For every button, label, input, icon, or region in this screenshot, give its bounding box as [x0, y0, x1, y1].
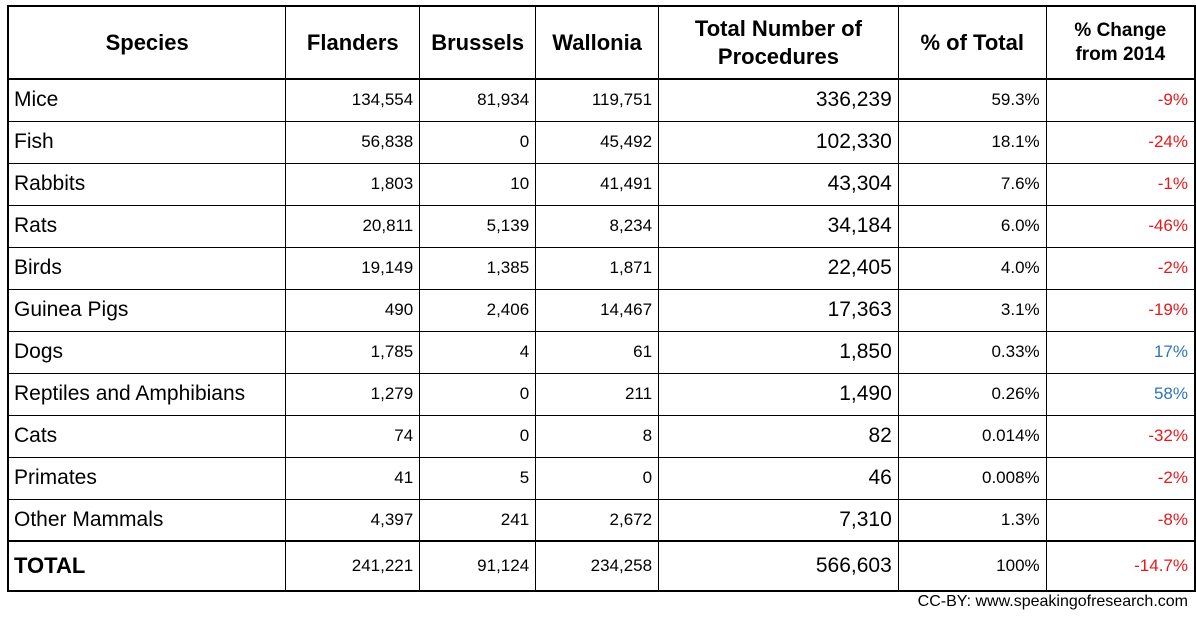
pct-total-cell: 3.1% — [898, 289, 1046, 331]
species-cell: Reptiles and Amphibians — [8, 373, 286, 415]
wallonia-cell: 41,491 — [536, 163, 659, 205]
total-procedures-cell: 22,405 — [659, 247, 899, 289]
species-cell: Rabbits — [8, 163, 286, 205]
total-procedures: 566,603 — [659, 541, 899, 591]
brussels-cell: 0 — [420, 373, 536, 415]
species-procedures-table — [7, 5, 1196, 592]
pct-change-cell: -24% — [1046, 121, 1195, 163]
header-change-line2: from 2014 — [1075, 43, 1166, 65]
pct-change-cell: 58% — [1046, 373, 1195, 415]
pct-change-cell: -9% — [1046, 79, 1195, 121]
pct-total-cell: 1.3% — [898, 499, 1046, 541]
total-procedures-cell: 336,239 — [659, 79, 899, 121]
header-pct-change — [1046, 6, 1195, 79]
total-procedures-cell: 1,490 — [659, 373, 899, 415]
species-cell: Other Mammals — [8, 499, 286, 541]
wallonia-cell: 211 — [536, 373, 659, 415]
table-row — [8, 79, 1195, 121]
flanders-cell: 20,811 — [286, 205, 420, 247]
total-procedures-cell: 102,330 — [659, 121, 899, 163]
total-procedures-cell: 82 — [659, 415, 899, 457]
species-cell: Birds — [8, 247, 286, 289]
pct-change-cell: 17% — [1046, 331, 1195, 373]
flanders-cell: 134,554 — [286, 79, 420, 121]
total-procedures-cell: 7,310 — [659, 499, 899, 541]
wallonia-cell: 2,672 — [536, 499, 659, 541]
brussels-cell: 5 — [420, 457, 536, 499]
header-change-line1: % Change — [1074, 19, 1167, 41]
wallonia-cell: 119,751 — [536, 79, 659, 121]
flanders-cell: 1,785 — [286, 331, 420, 373]
header-total-line1: Total Number of — [694, 16, 862, 41]
total-procedures-cell: 43,304 — [659, 163, 899, 205]
header-flanders: Flanders — [286, 6, 420, 79]
total-row — [8, 541, 1195, 591]
flanders-cell: 1,279 — [286, 373, 420, 415]
brussels-cell: 1,385 — [420, 247, 536, 289]
brussels-cell: 241 — [420, 499, 536, 541]
pct-change-cell: -8% — [1046, 499, 1195, 541]
header-brussels: Brussels — [420, 6, 536, 79]
brussels-cell: 4 — [420, 331, 536, 373]
species-cell: Fish — [8, 121, 286, 163]
wallonia-cell: 8,234 — [536, 205, 659, 247]
species-cell: Cats — [8, 415, 286, 457]
flanders-cell: 1,803 — [286, 163, 420, 205]
table-row — [8, 499, 1195, 541]
wallonia-cell: 45,492 — [536, 121, 659, 163]
total-procedures-cell: 17,363 — [659, 289, 899, 331]
brussels-cell: 81,934 — [420, 79, 536, 121]
pct-change-cell: -32% — [1046, 415, 1195, 457]
species-cell: Rats — [8, 205, 286, 247]
table-row — [8, 415, 1195, 457]
header-total-procedures — [659, 6, 899, 79]
total-procedures-cell: 46 — [659, 457, 899, 499]
species-cell: Primates — [8, 457, 286, 499]
wallonia-cell: 1,871 — [536, 247, 659, 289]
pct-total-cell: 4.0% — [898, 247, 1046, 289]
total-brussels: 91,124 — [420, 541, 536, 591]
species-cell: Dogs — [8, 331, 286, 373]
wallonia-cell: 14,467 — [536, 289, 659, 331]
header-wallonia: Wallonia — [536, 6, 659, 79]
flanders-cell: 4,397 — [286, 499, 420, 541]
header-row — [8, 6, 1195, 79]
wallonia-cell: 0 — [536, 457, 659, 499]
table-row — [8, 331, 1195, 373]
pct-change-cell: -2% — [1046, 457, 1195, 499]
flanders-cell: 74 — [286, 415, 420, 457]
flanders-cell: 56,838 — [286, 121, 420, 163]
flanders-cell: 19,149 — [286, 247, 420, 289]
table-row — [8, 121, 1195, 163]
pct-total-cell: 7.6% — [898, 163, 1046, 205]
pct-change-cell: -2% — [1046, 247, 1195, 289]
wallonia-cell: 61 — [536, 331, 659, 373]
pct-total-cell: 6.0% — [898, 205, 1046, 247]
header-pct-total: % of Total — [898, 6, 1046, 79]
pct-change-cell: -1% — [1046, 163, 1195, 205]
pct-total-cell: 0.014% — [898, 415, 1046, 457]
header-total-line2: Procedures — [717, 43, 839, 69]
wallonia-cell: 8 — [536, 415, 659, 457]
table-row — [8, 457, 1195, 499]
total-pct-change: -14.7% — [1046, 541, 1195, 591]
header-species: Species — [8, 6, 286, 79]
total-procedures-cell: 1,850 — [659, 331, 899, 373]
table-row — [8, 373, 1195, 415]
pct-total-cell: 0.26% — [898, 373, 1046, 415]
species-cell: Guinea Pigs — [8, 289, 286, 331]
total-procedures-cell: 34,184 — [659, 205, 899, 247]
species-cell: Mice — [8, 79, 286, 121]
brussels-cell: 10 — [420, 163, 536, 205]
flanders-cell: 41 — [286, 457, 420, 499]
total-pct-total: 100% — [898, 541, 1046, 591]
brussels-cell: 0 — [420, 121, 536, 163]
total-wallonia: 234,258 — [536, 541, 659, 591]
table-row — [8, 205, 1195, 247]
table-row — [8, 163, 1195, 205]
pct-total-cell: 59.3% — [898, 79, 1046, 121]
pct-change-cell: -19% — [1046, 289, 1195, 331]
pct-total-cell: 0.008% — [898, 457, 1046, 499]
brussels-cell: 0 — [420, 415, 536, 457]
brussels-cell: 5,139 — [420, 205, 536, 247]
flanders-cell: 490 — [286, 289, 420, 331]
table-row — [8, 247, 1195, 289]
brussels-cell: 2,406 — [420, 289, 536, 331]
total-flanders: 241,221 — [286, 541, 420, 591]
pct-total-cell: 18.1% — [898, 121, 1046, 163]
pct-total-cell: 0.33% — [898, 331, 1046, 373]
total-label: TOTAL — [8, 541, 286, 591]
credit-line: CC-BY: www.speakingofresearch.com — [917, 593, 1188, 610]
pct-change-cell: -46% — [1046, 205, 1195, 247]
table-body — [8, 79, 1195, 541]
table-row — [8, 289, 1195, 331]
